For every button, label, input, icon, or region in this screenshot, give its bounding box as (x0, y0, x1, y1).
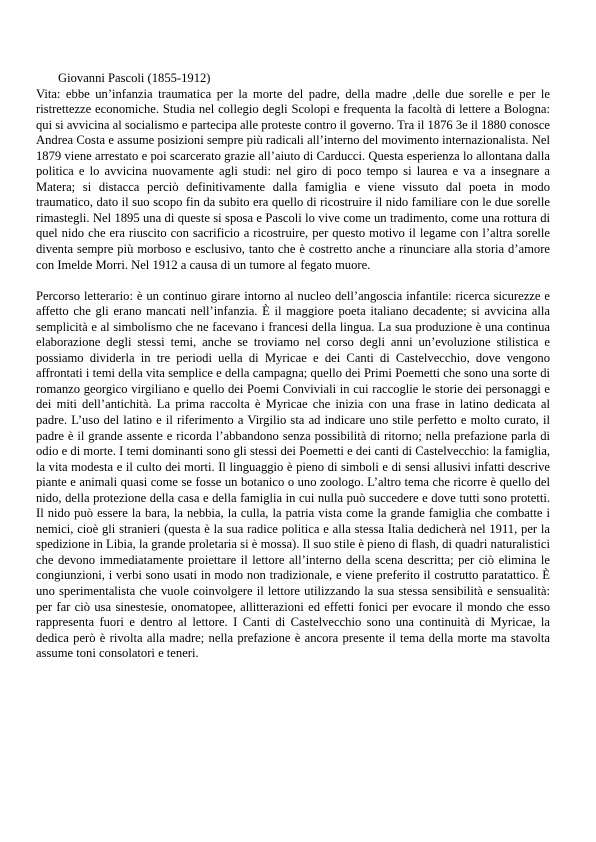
document-page (36, 71, 550, 662)
paragraph-vita: Vita: ebbe un’infanzia traumatica per la morte del padre, della madre ,delle due sorelle e per le ristrettezze economiche. Studia nel collegio degli Scolopi e frequenta la facoltà di lettere a Bologna: qui si avvicina al socialismo e partecipa alle proteste contro il governo. Tra il 1876 3e il 1880 conosce Andrea Costa e assume posizioni sempre più radicali all’interno del movimento internazionalista. Nel 1879 viene arrestato e poi scarcerato grazie all’aiuto di Carducci. Questa esperienza lo allontana dalla politica e lo avvicina nuovamente agli studi: nel giro di poco tempo si laurea e va a insegnare a Matera; si distacca perciò definitivamente dalla famiglia e viene vissuto dal poeta in modo traumatico, dato il suo scopo fin da subito era quello di ricostruire il nido familiare con le due sorelle rimastegli. Nel 1895 una di queste si sposa e Pascoli lo vive come un tradimento, come una rottura di quel nido che era riuscito con sacrificio a ricostruire, per questo motivo il legame con l’altra sorelle diventa sempre più morboso e esclusivo, tanto che è costretto anche a rinunciare alla storia d’amore con Imelde Morri. Nel 1912 a causa di un tumore al fegato muore. (36, 86, 550, 272)
document-title: Giovanni Pascoli (1855-1912) (58, 71, 211, 85)
paragraph-spacer (36, 273, 550, 289)
paragraph-percorso-letterario: Percorso letterario: è un continuo girare intorno al nucleo dell’angoscia infantile: ricerca sicurezze e affetto che gli erano mancati nell’infanzia. È il maggiore poeta italiano decadente; si avvicina alla semplicità e al simbolismo che ne facevano i francesi della lingua. La sua produzione è una continua elaborazione degli stessi temi, anche se troviamo nel corso degli anni un’evoluzione stilistica e possiamo dividerla in tre periodi uella di Myricae e dei Canti di Castelvecchio, dove vengono affrontati i temi della vita semplice e della campagna; quello dei Primi Poemetti che sono una sorte di romanzo georgico virgiliano e quello dei Poemi Conviviali in cui raccoglie le storie dei personaggi e dei miti dell’antichità. La prima raccolta è Myricae che inizia con una frase in latino dedicata al padre. L’uso del latino e il riferimento a Virgilio sta ad indicare uno stile perfetto e molto curato, il padre è il grande assente e ricorda l’abbandono senza possibilità di ritorno; nella prefazione parla di odio e di morte. I temi dominanti sono gli stessi dei Poemetti e dei canti di Castelvecchio: la famiglia, la vita modesta e il culto dei morti. Il linguaggio è pieno di simboli e di sensi allusivi infatti descrive piante e animali quasi come se fosse un botanico o uno zoologo. L’altro tema che ricorre è quello del nido, della protezione della casa e della famiglia in cui nulla può succedere e dove tutti sono protetti. Il nido può essere la bara, la nebbia, la culla, la patria vista come la grande famiglia che combatte i nemici, cioè gli stranieri (questa è la sua radice politica e alla stessa Italia dedicherà nel 1911, per la spedizione in Libia, la grande proletaria si è mossa). Il suo stile è pieno di flash, di quadri naturalistici che devono immediatamente proiettare il lettore all’interno della scena descritta; per ciò elimina le congiunzioni, i verbi sono usati in modo non tradizionale, e viene preferito il costrutto paratattico. È uno sperimentalista che vuole coinvolgere il lettore utilizzando la sua stessa sensibilità e sensualità: per far ciò usa sinestesie, onomatopee, allitterazioni ed effetti fonici per evocare il mondo che esso rappresenta fuori e dentro al lettore. I Canti di Castelvecchio sono una continuità di Myricae, la dedica però è rivolta alla madre; nella prefazione è ancora presente il tema della morte ma stavolta assume toni consolatori e teneri. (36, 288, 550, 661)
